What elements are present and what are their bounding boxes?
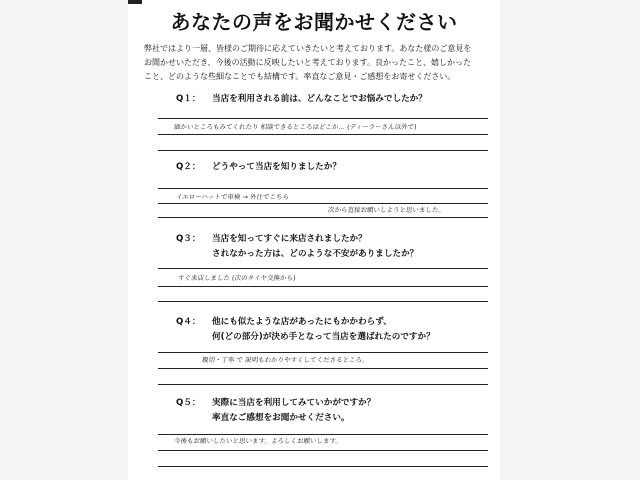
corner-mark xyxy=(128,0,142,4)
answer-line xyxy=(158,466,488,467)
question-number: Q１： xyxy=(176,94,201,104)
answer-line xyxy=(158,118,488,119)
intro-line: こと、どのような些細なことでも結構です。率直なご意見・ご感想をお寄せください。 xyxy=(144,72,456,81)
question-number: Q４： xyxy=(176,317,201,327)
question-text: 当店を利用される前は、どんなことでお悩みでしたか？ xyxy=(212,94,427,104)
question-text: 率直なご感想をお聞かせください。 xyxy=(212,413,350,423)
intro-line: 弊社ではより一層、皆様のご期待に応えていきたいと考えております。あなた様のご意見を xyxy=(144,44,472,53)
question-1 xyxy=(176,92,486,107)
question-2 xyxy=(176,160,486,175)
question-text: 実際に当店を利用してみていかがですか？ xyxy=(212,398,376,408)
question-number: Q３： xyxy=(176,234,201,244)
question-text: されなかった方は、どのような不安がありましたか？ xyxy=(212,249,419,259)
answer-line xyxy=(158,268,488,269)
answer-line xyxy=(158,217,488,218)
question-5 xyxy=(176,396,486,426)
answer-line xyxy=(158,188,488,189)
handwritten-answer: 細かいところもみてくれたり 相談できるところはどこか… (ディーラーさん以外で) xyxy=(173,123,418,131)
question-3 xyxy=(176,232,486,262)
handwritten-answer: すぐ来店しました (次のタイヤ交換から) xyxy=(177,274,296,282)
answer-line xyxy=(158,434,488,435)
handwritten-answer: イエローハットで車検 → 外注でこちら xyxy=(175,193,290,201)
handwritten-answer: 親切・丁寧 で 説明もわかりやすくしてくださるところ。 xyxy=(201,356,370,364)
answer-line xyxy=(158,150,488,151)
questionnaire-sheet xyxy=(128,0,500,480)
handwritten-answer: 今後もお願いしたいと思います。よろしくお願いします。 xyxy=(173,437,343,445)
question-text: 他にも似たような店があったにもかかわらず、 xyxy=(212,317,392,327)
intro-text xyxy=(144,42,484,84)
question-text: 当店を知ってすぐに来店されましたか？ xyxy=(212,234,367,244)
answer-line xyxy=(158,352,488,353)
answer-line xyxy=(158,134,488,135)
page-title: あなたの声をお聞かせください xyxy=(170,10,458,34)
question-text: どうやって当店を知りましたか？ xyxy=(212,162,341,172)
question-number: Q５： xyxy=(176,398,201,408)
question-text: 何(どの部分)が決め手となって当店を選ばれたのですか？ xyxy=(212,332,435,342)
handwritten-answer: 次から直接お願いしようと思いました。 xyxy=(327,206,446,214)
question-4 xyxy=(176,315,486,345)
answer-line xyxy=(158,203,488,204)
intro-line: お聞かせいただき、今後の活動に反映したいと考えております。良かったこと、嬉しかった xyxy=(144,58,472,67)
answer-line xyxy=(158,450,488,451)
answer-line xyxy=(158,368,488,369)
answer-line xyxy=(158,286,488,287)
answer-line xyxy=(158,384,488,385)
answer-line xyxy=(158,301,488,302)
question-number: Q２： xyxy=(176,162,201,172)
